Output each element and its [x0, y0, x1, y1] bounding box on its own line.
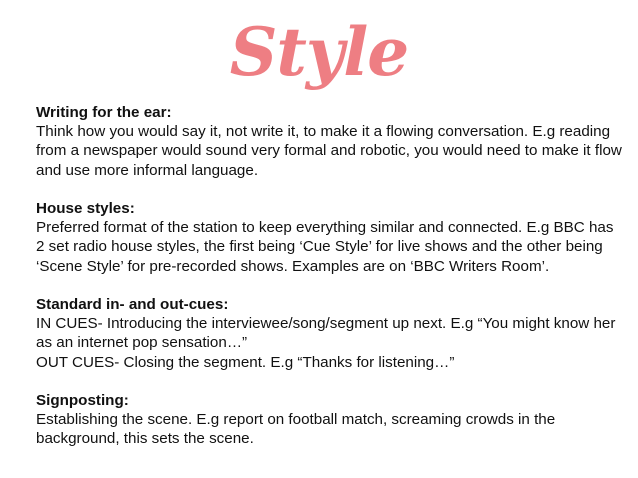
section-signposting	[36, 391, 626, 449]
section-house-styles	[36, 199, 626, 276]
section-paragraph: Establishing the scene. E.g report on football match, screaming crowds in the background, this sets the scene.	[36, 411, 556, 448]
section-heading: Standard in- and out-cues:	[36, 296, 229, 313]
section-heading: House styles:	[36, 200, 135, 217]
section-paragraph: Think how you would say it, not write it, to make it a flowing conversation. E.g reading from a newspaper would sound very formal and robotic, you would need to make it flow and use more informal language.	[36, 123, 622, 179]
section-heading: Signposting:	[36, 392, 129, 409]
section-paragraph: IN CUES- Introducing the interviewee/song/segment up next. E.g “You might know her as an internet pop sensation…”	[36, 315, 616, 352]
slide-title: Style	[229, 13, 409, 91]
section-writing-for-the-ear	[36, 103, 626, 180]
section-heading: Writing for the ear:	[36, 104, 172, 121]
slide-body	[36, 103, 626, 449]
section-paragraph: Preferred format of the station to keep everything similar and connected. E.g BBC has 2 set radio house styles, the first being ‘Cue Style’ for live shows and the other being ‘Scene Style’ for pre-recorded shows. Examples are on ‘BBC Writers Room’.	[36, 219, 614, 275]
section-standard-cues	[36, 295, 626, 372]
section-paragraph: OUT CUES- Closing the segment. E.g “Thanks for listening…”	[36, 353, 455, 371]
